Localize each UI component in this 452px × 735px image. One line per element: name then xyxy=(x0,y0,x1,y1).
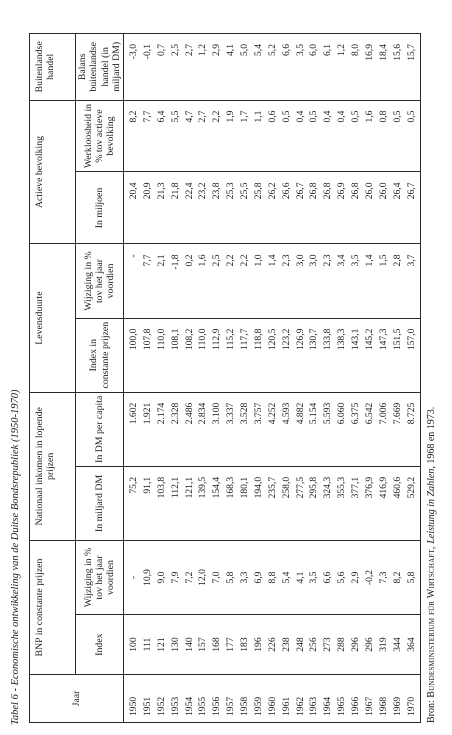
lev-index-cell: 112,9 xyxy=(211,328,223,350)
bnp-change-cell: 12,0 xyxy=(197,569,209,586)
bnp-change-cell: 5,6 xyxy=(336,571,348,584)
lev-index-cell: 157,0 xyxy=(405,328,417,351)
column-ni-capita xyxy=(124,392,421,466)
ni-total-cell: 529,2 xyxy=(405,476,417,499)
trade-balance-cell: 1,2 xyxy=(197,44,209,56)
bnp-change-cell: -0,2 xyxy=(363,569,375,586)
act-unemp-cell: 6,4 xyxy=(155,110,167,123)
lev-change-cell: 3,4 xyxy=(336,254,348,267)
trade-balance-cell: 15,6 xyxy=(391,44,403,61)
bnp-change-cell: 7,2 xyxy=(183,571,195,584)
year-cell: 1970 xyxy=(405,696,417,716)
ni-total-cell: 112,1 xyxy=(169,476,181,499)
ni-capita-cell: 4.252 xyxy=(266,402,278,425)
act-million-cell: 25,3 xyxy=(225,182,237,200)
act-million-cell: 26,0 xyxy=(377,182,389,200)
bnp-index-cell: 111 xyxy=(141,637,153,652)
column-lev-index xyxy=(124,318,421,392)
ni-capita-cell: 2.328 xyxy=(169,402,181,425)
ni-capita-cell: 2.486 xyxy=(183,402,195,425)
bnp-index-cell: 273 xyxy=(322,637,334,652)
trade-balance-cell: 5,4 xyxy=(252,44,264,56)
act-million-cell: 26,6 xyxy=(280,182,292,200)
header-ni-per-capita: In DM per capita xyxy=(76,392,124,466)
lev-change-cell: 2,8 xyxy=(391,254,403,267)
column-trade-balance xyxy=(124,34,421,101)
ni-capita-cell: 6.542 xyxy=(363,402,375,425)
lev-change-cell: 3,0 xyxy=(294,254,306,267)
lev-index-cell: 138,3 xyxy=(336,328,348,351)
act-unemp-cell: 8,2 xyxy=(128,110,140,123)
lev-change-cell: 0,2 xyxy=(183,254,195,267)
trade-balance-cell: 1,2 xyxy=(336,44,348,56)
act-million-cell: 21,3 xyxy=(155,182,167,200)
year-cell: 1967 xyxy=(363,696,375,716)
bnp-change-cell: 7,0 xyxy=(211,571,223,584)
ni-total-cell: 168,3 xyxy=(225,476,237,499)
header-bnp-group: BNP in constante prijzen xyxy=(30,540,76,674)
lev-index-cell: 107,8 xyxy=(141,328,153,351)
year-cell: 1953 xyxy=(169,696,181,716)
lev-index-cell: 115,2 xyxy=(225,328,237,350)
lev-change-cell: 2,3 xyxy=(280,254,292,267)
act-million-cell: 21,8 xyxy=(169,182,181,200)
bnp-index-cell: 248 xyxy=(294,637,306,652)
bnp-change-cell: 3,3 xyxy=(239,571,251,584)
act-unemp-cell: 0,8 xyxy=(377,110,389,123)
ni-capita-cell: 4.882 xyxy=(294,402,306,425)
trade-balance-cell: 6,1 xyxy=(322,44,334,56)
lev-index-cell: 151,5 xyxy=(391,328,403,351)
act-unemp-cell: 0,5 xyxy=(280,110,292,123)
bnp-index-cell: 344 xyxy=(391,637,403,652)
ni-total-cell: 258,0 xyxy=(280,476,292,499)
column-bnp-change xyxy=(124,540,421,614)
act-unemp-cell: 0,4 xyxy=(294,110,306,123)
lev-index-cell: 130,7 xyxy=(308,328,320,351)
lev-change-cell: 7,7 xyxy=(141,254,153,267)
ni-total-cell: 355,3 xyxy=(336,476,348,499)
bnp-index-cell: 319 xyxy=(377,637,389,652)
ni-total-cell: 235,7 xyxy=(266,476,278,499)
lev-change-cell: 3,7 xyxy=(405,254,417,267)
header-trade-balance: Balans buitenlandse handel (in miljard DM) xyxy=(76,34,124,101)
bnp-index-cell: 177 xyxy=(225,637,237,652)
year-cell: 1954 xyxy=(183,696,195,716)
bnp-change-cell: 8,8 xyxy=(266,571,278,584)
act-million-cell: 26,8 xyxy=(322,182,334,200)
act-unemp-cell: 5,5 xyxy=(169,110,181,123)
ni-capita-cell: 5.593 xyxy=(322,402,334,425)
act-million-cell: 20,9 xyxy=(141,182,153,200)
bnp-index-cell: 238 xyxy=(280,637,292,652)
year-cell: 1952 xyxy=(155,696,167,716)
trade-balance-cell: 6,0 xyxy=(308,44,320,56)
trade-balance-cell: 4,1 xyxy=(225,44,237,56)
ni-total-cell: 460,6 xyxy=(391,476,403,499)
bnp-change-cell: 7,3 xyxy=(377,571,389,584)
column-bnp-index xyxy=(124,615,421,675)
bnp-change-cell: 6,9 xyxy=(252,571,264,584)
year-cell: 1964 xyxy=(322,696,334,716)
column-years xyxy=(124,675,421,723)
column-act-unemp xyxy=(124,100,421,172)
header-national-income-group: Nationaal inkomen in lopende prijzen xyxy=(30,392,76,540)
year-cell: 1956 xyxy=(211,696,223,716)
lev-index-cell: 117,7 xyxy=(239,328,251,350)
ni-total-cell: 121,1 xyxy=(183,476,195,499)
ni-total-cell: 91,1 xyxy=(141,476,153,494)
lev-index-cell: 123,2 xyxy=(280,328,292,351)
ni-capita-cell: 2.834 xyxy=(197,402,209,425)
act-unemp-cell: 0,5 xyxy=(405,110,417,123)
lev-change-cell: 2,2 xyxy=(225,254,237,267)
act-unemp-cell: 0,5 xyxy=(350,110,362,123)
ni-total-cell: 139,5 xyxy=(197,476,209,499)
lev-change-cell: 3,5 xyxy=(350,254,362,267)
header-cost-of-living-index: Index in constante prijzen xyxy=(76,318,124,392)
year-cell: 1958 xyxy=(239,696,251,716)
lev-change-cell: -1,8 xyxy=(169,254,181,270)
bnp-index-cell: 296 xyxy=(363,637,375,652)
act-million-cell: 23,2 xyxy=(197,182,209,200)
act-unemp-cell: 0,4 xyxy=(322,110,334,123)
lev-change-cell: - xyxy=(128,254,140,258)
bnp-index-cell: 196 xyxy=(252,637,264,652)
trade-balance-cell: 5,0 xyxy=(239,44,251,56)
source-publication: Leistung in Zahlen, xyxy=(426,463,437,544)
lev-index-cell: 100,0 xyxy=(128,328,140,351)
column-ni-total xyxy=(124,466,421,540)
ni-total-cell: 376,9 xyxy=(363,476,375,499)
lev-index-cell: 120,5 xyxy=(266,328,278,351)
bnp-index-cell: 364 xyxy=(405,637,417,652)
trade-balance-cell: 5,2 xyxy=(266,44,278,56)
bnp-change-cell: - xyxy=(128,575,140,580)
ni-capita-cell: 6.060 xyxy=(336,402,348,425)
trade-balance-cell: -3,0 xyxy=(128,44,140,60)
lev-change-cell: 2,3 xyxy=(322,254,334,267)
trade-balance-cell: 16,9 xyxy=(363,44,375,61)
lev-change-cell: 1,4 xyxy=(363,254,375,267)
header-ni-total: In miljard DM xyxy=(76,466,124,540)
year-cell: 1959 xyxy=(252,696,264,716)
ni-total-cell: 154,4 xyxy=(211,476,223,499)
ni-total-cell: 416,9 xyxy=(377,476,389,499)
act-unemp-cell: 4,7 xyxy=(183,110,195,123)
year-cell: 1968 xyxy=(377,696,389,716)
ni-total-cell: 75,2 xyxy=(128,476,140,494)
header-bnp-index: Index xyxy=(76,615,124,675)
trade-balance-cell: -0,1 xyxy=(141,44,153,60)
lev-index-cell: 108,2 xyxy=(183,328,195,351)
lev-index-cell: 110,0 xyxy=(155,328,167,350)
trade-balance-cell: 0,7 xyxy=(155,44,167,56)
lev-index-cell: 147,3 xyxy=(377,328,389,351)
act-million-cell: 22,4 xyxy=(183,182,195,200)
ni-capita-cell: 3.528 xyxy=(239,402,251,425)
bnp-index-cell: 288 xyxy=(336,637,348,652)
bnp-change-cell: 5,8 xyxy=(225,571,237,584)
ni-total-cell: 324,3 xyxy=(322,476,334,499)
bnp-change-cell: 8,2 xyxy=(391,571,403,584)
act-unemp-cell: 1,7 xyxy=(239,110,251,123)
source-years: 1968 en 1973. xyxy=(426,406,437,464)
act-unemp-cell: 1,1 xyxy=(252,110,264,123)
lev-change-cell: 1,0 xyxy=(252,254,264,267)
act-unemp-cell: 2,2 xyxy=(211,110,223,123)
bnp-index-cell: 130 xyxy=(169,637,181,652)
source-ministry: Bundesministerium für Wirtschaft, xyxy=(426,543,437,698)
ni-total-cell: 103,8 xyxy=(155,476,167,499)
act-unemp-cell: 0,4 xyxy=(336,110,348,123)
header-active-population-group: Actieve bevolking xyxy=(30,100,76,244)
bnp-change-cell: 4,1 xyxy=(294,571,306,584)
bnp-change-cell: 2,9 xyxy=(350,571,362,584)
bnp-change-cell: 10,9 xyxy=(141,569,153,586)
source-note xyxy=(426,3,437,723)
ni-capita-cell: 1.921 xyxy=(141,402,153,425)
bnp-index-cell: 256 xyxy=(308,637,320,652)
year-cell: 1966 xyxy=(350,696,362,716)
bnp-index-cell: 168 xyxy=(211,637,223,652)
act-unemp-cell: 7,7 xyxy=(141,110,153,123)
act-unemp-cell: 1,6 xyxy=(363,110,375,123)
act-million-cell: 23,8 xyxy=(211,182,223,200)
lev-index-cell: 145,2 xyxy=(363,328,375,351)
act-unemp-cell: 0,5 xyxy=(391,110,403,123)
act-million-cell: 26,7 xyxy=(294,182,306,200)
act-million-cell: 26,9 xyxy=(336,182,348,200)
year-cell: 1951 xyxy=(141,696,153,716)
ni-capita-cell: 1.602 xyxy=(128,402,140,425)
year-cell: 1965 xyxy=(336,696,348,716)
bnp-change-cell: 7,9 xyxy=(169,571,181,584)
act-million-cell: 20,4 xyxy=(128,182,140,200)
act-million-cell: 26,0 xyxy=(363,182,375,200)
trade-balance-cell: 8,0 xyxy=(350,44,362,56)
ni-capita-cell: 4.593 xyxy=(280,402,292,425)
bnp-index-cell: 140 xyxy=(183,637,195,652)
ni-total-cell: 295,8 xyxy=(308,476,320,499)
lev-index-cell: 143,1 xyxy=(350,328,362,351)
header-foreign-trade-group: Buitenlandse handel xyxy=(30,34,76,101)
ni-total-cell: 277,5 xyxy=(294,476,306,499)
economic-data-table xyxy=(29,33,421,723)
lev-change-cell: 1,5 xyxy=(377,254,389,267)
year-cell: 1957 xyxy=(225,696,237,716)
lev-change-cell: 1,4 xyxy=(266,254,278,267)
bnp-index-cell: 157 xyxy=(197,637,209,652)
year-cell: 1962 xyxy=(294,696,306,716)
bnp-index-cell: 226 xyxy=(266,637,278,652)
act-unemp-cell: 2,7 xyxy=(197,110,209,123)
year-cell: 1960 xyxy=(266,696,278,716)
trade-balance-cell: 6,6 xyxy=(280,44,292,56)
bnp-change-cell: 5,4 xyxy=(280,571,292,584)
trade-balance-cell: 18,4 xyxy=(377,44,389,61)
trade-balance-cell: 3,5 xyxy=(294,44,306,56)
header-bnp-change: Wijziging in % tov het jaar voordien xyxy=(76,540,124,614)
ni-capita-cell: 3.757 xyxy=(252,402,264,425)
bnp-change-cell: 6,6 xyxy=(322,571,334,584)
lev-index-cell: 126,9 xyxy=(294,328,306,351)
trade-balance-cell: 2,7 xyxy=(183,44,195,56)
bnp-index-cell: 183 xyxy=(239,637,251,652)
lev-change-cell: 2,2 xyxy=(239,254,251,267)
table-caption: Tabel 6 - Economische ontwikkeling van de Duitse Bondsrepubliek (1950-1970) xyxy=(10,389,21,725)
act-unemp-cell: 0,5 xyxy=(308,110,320,123)
act-million-cell: 26,2 xyxy=(266,182,278,200)
header-active-million: In miljoen xyxy=(76,172,124,244)
lev-change-cell: 2,1 xyxy=(155,254,167,267)
column-lev-change xyxy=(124,244,421,318)
ni-capita-cell: 5.154 xyxy=(308,402,320,425)
ni-total-cell: 377,1 xyxy=(350,476,362,499)
act-million-cell: 26,8 xyxy=(308,182,320,200)
act-million-cell: 25,5 xyxy=(239,182,251,200)
data-row xyxy=(124,34,421,723)
ni-total-cell: 180,1 xyxy=(239,476,251,499)
act-unemp-cell: 1,9 xyxy=(225,110,237,123)
act-million-cell: 26,4 xyxy=(391,182,403,200)
year-cell: 1955 xyxy=(197,696,209,716)
lev-change-cell: 2,5 xyxy=(211,254,223,267)
year-cell: 1969 xyxy=(391,696,403,716)
column-act-million xyxy=(124,172,421,244)
header-unemployment: Werkloosheid in % tov actieve bevolking xyxy=(76,100,124,172)
ni-capita-cell: 7.006 xyxy=(377,402,389,425)
bnp-index-cell: 296 xyxy=(350,637,362,652)
ni-capita-cell: 2.174 xyxy=(155,402,167,425)
bnp-change-cell: 5,8 xyxy=(405,571,417,584)
year-cell: 1963 xyxy=(308,696,320,716)
ni-capita-cell: 8.725 xyxy=(405,402,417,425)
header-year: Jaar xyxy=(30,675,124,723)
ni-capita-cell: 7.669 xyxy=(391,402,403,425)
lev-index-cell: 108,1 xyxy=(169,328,181,351)
year-cell: 1950 xyxy=(128,696,140,716)
bnp-index-cell: 100 xyxy=(128,637,140,652)
lev-index-cell: 118,8 xyxy=(252,328,264,350)
ni-total-cell: 194,0 xyxy=(252,476,264,499)
source-label: Bron: xyxy=(426,697,437,723)
header-cost-of-living-group: Levensduurte xyxy=(30,244,76,392)
year-cell: 1961 xyxy=(280,696,292,716)
lev-index-cell: 133,8 xyxy=(322,328,334,351)
header-cost-of-living-change: Wijziging in % tov het jaar voordien xyxy=(76,244,124,318)
ni-capita-cell: 3.337 xyxy=(225,402,237,425)
trade-balance-cell: 2,5 xyxy=(169,44,181,56)
act-million-cell: 26,7 xyxy=(405,182,417,200)
bnp-change-cell: 9,0 xyxy=(155,571,167,584)
lev-change-cell: 3,0 xyxy=(308,254,320,267)
trade-balance-cell: 15,7 xyxy=(405,44,417,61)
bnp-index-cell: 121 xyxy=(155,637,167,652)
ni-capita-cell: 6.375 xyxy=(350,402,362,425)
act-million-cell: 25,8 xyxy=(252,182,264,200)
lev-change-cell: 1,6 xyxy=(197,254,209,267)
bnp-change-cell: 3,5 xyxy=(308,571,320,584)
act-unemp-cell: 0,6 xyxy=(266,110,278,123)
lev-index-cell: 110,0 xyxy=(197,328,209,350)
trade-balance-cell: 2,9 xyxy=(211,44,223,56)
ni-capita-cell: 3.100 xyxy=(211,402,223,425)
act-million-cell: 26,8 xyxy=(350,182,362,200)
